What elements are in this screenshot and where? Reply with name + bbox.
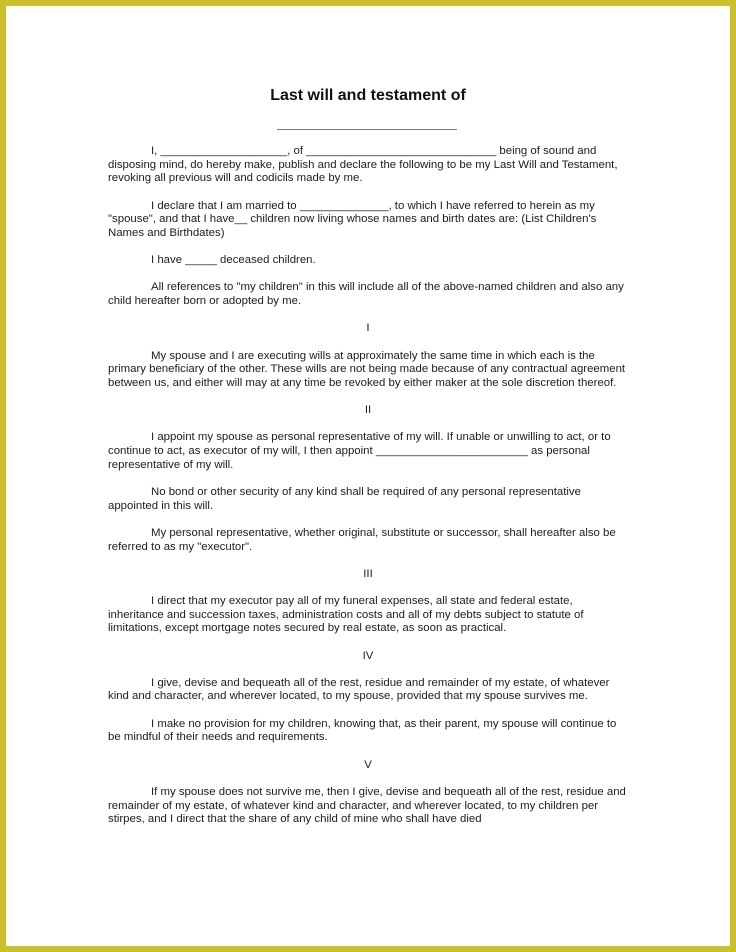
paragraph-children-references: All references to "my children" in this will include all of the above-named children and also any child hereafter born or adopted by me. [108,281,624,308]
section-heading-iv: IV [362,649,374,662]
paragraph-deceased-children: I have _____ deceased children. [151,254,316,267]
section-heading-v: V [364,758,372,771]
paragraph-no-bond: No bond or other security of any kind shall be required of any personal representative appointed in this will. [108,485,581,512]
document-body [108,145,628,827]
section-heading-ii: II [364,404,372,417]
title-underline [277,129,457,130]
paragraph-expenses: I direct that my executor pay all of my funeral expenses, all state and federal estate, inheritance and succession taxes, administration costs and all of my debts subject to statute of limitations, except mortgage notes secured by real estate, as soon as practical. [108,594,584,635]
paragraph-marriage: I declare that I am married to ______________, to which I have referred to herein as my "spouse", and that I have__ children now living whose names and birth dates are: (List Children's Names and Birthdates) [108,199,597,240]
paragraph-executor-definition: My personal representative, whether original, substitute or successor, shall hereafter also be referred to as my "executor". [108,526,616,553]
document-page [6,6,730,946]
section-heading-i: I [366,322,370,335]
paragraph-bequest-spouse: I give, devise and bequeath all of the rest, residue and remainder of my estate, of whatever kind and character, and wherever located, to my spouse, provided that my spouse survives me. [108,676,610,703]
paragraph-children-provision: I make no provision for my children, knowing that, as their parent, my spouse will continue to be mindful of their needs and requirements. [108,717,617,744]
paragraph-mutual-wills: My spouse and I are executing wills at approximately the same time in which each is the primary beneficiary of the other. These wills are not being made because of any contractual agreement between us, and either will may at any time be revoked by either maker at the sole discretion thereof. [108,349,626,389]
section-heading-iii: III [363,567,373,580]
paragraph-bequest-children: If my spouse does not survive me, then I give, devise and bequeath all of the rest, residue and remainder of my estate, of whatever kind and character, and wherever located, to my children per stirpes, and I direct that the share of any child of mine who shall have died [108,785,626,826]
document-title: Last will and testament of [270,87,466,104]
paragraph-appoint-representative: I appoint my spouse as personal representative of my will. If unable or unwilling to act, or to continue to act, as executor of my will, I then appoint ________________________ as personal representative of my will. [108,431,611,471]
paragraph-declaration: I, ____________________, of ______________________________ being of sound and disposing mind, do hereby make, publish and declare the following to be my Last Will and Testament, revoking all previous will and codicils made by me. [108,145,618,185]
